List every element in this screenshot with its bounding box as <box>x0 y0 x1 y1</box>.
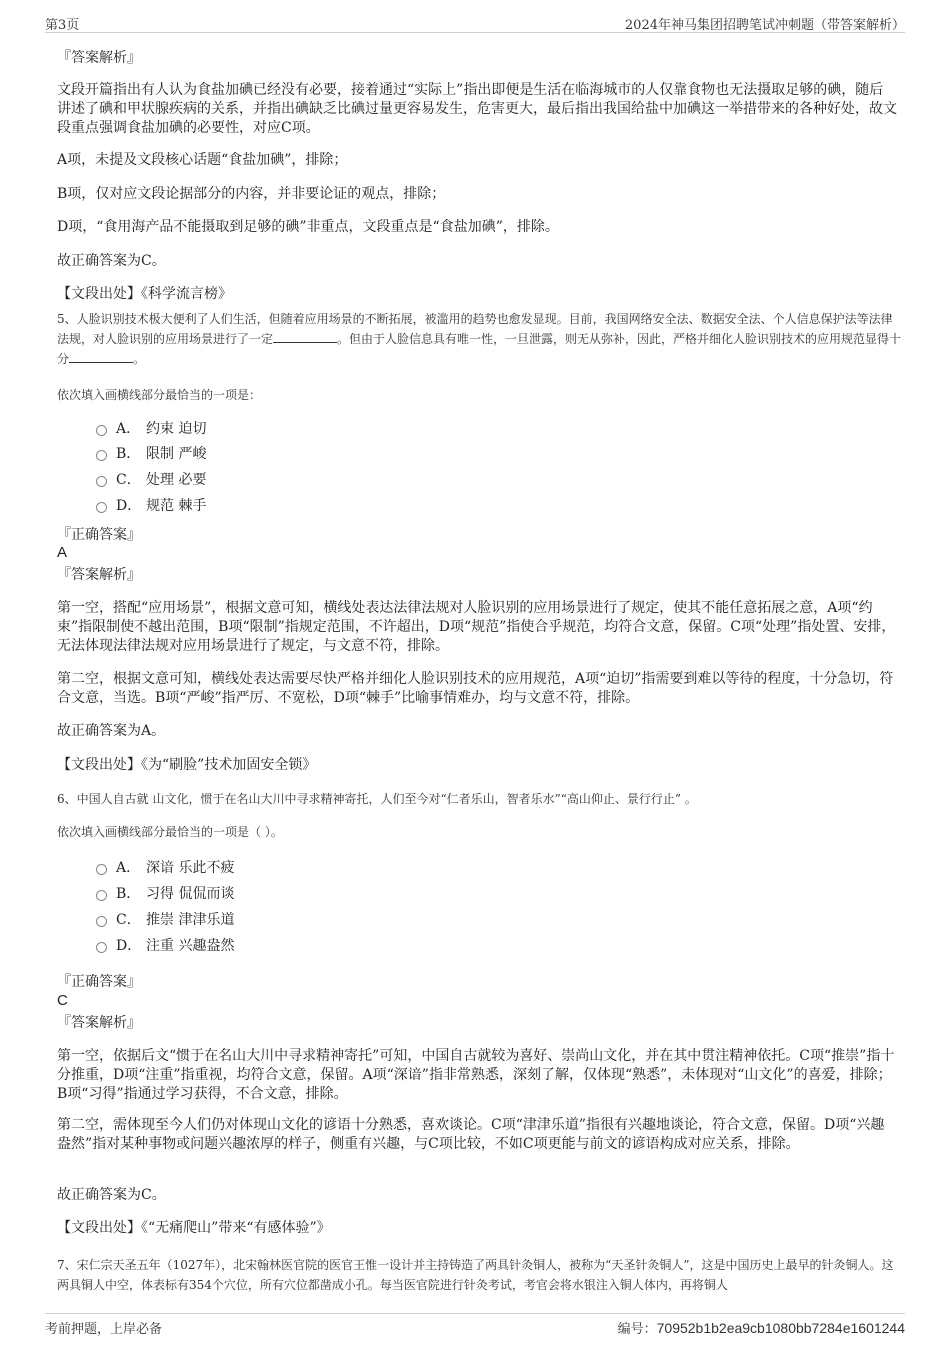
radio-icon[interactable] <box>96 864 107 875</box>
q6-option-b[interactable]: B． 习得 侃侃而谈 <box>96 884 234 904</box>
q5-prompt: 依次填入画横线部分最恰当的一项是： <box>57 388 262 402</box>
q6-analysis-title: 『答案解析』 <box>57 1015 141 1031</box>
q5-answer-title: 『正确答案』 <box>57 527 141 543</box>
document-title: 2024年神马集团招聘笔试冲刺题（带答案解析） <box>624 18 905 33</box>
q5-analysis-p2: 第二空，根据文意可知，横线处表达需要尽快严格并细化人脸识别技术的应用规范，A项“迫切”指需要到难以等待的程度，十分急切，符合文意，当选。B项“严峻”指严厉、不宽松，D项“棘手”比喻事情难办，均与文意不符，排除。 <box>57 671 894 706</box>
q5-option-a[interactable]: A． 约束 迫切 <box>96 419 206 439</box>
q6-stem: 6、中国人自古就 山文化，惯于在名山大川中寻求精神寄托，人们至今对“仁者乐山，智者乐水”“高山仰止、景行行止” 。 <box>57 792 697 806</box>
page-header <box>45 10 905 33</box>
q6-source: 【文段出处】《“无痛爬山”带来“有感体验”》 <box>57 1220 331 1236</box>
q5-blank-1 <box>273 330 337 343</box>
page-footer <box>45 1313 905 1338</box>
q5-answer: A <box>57 544 68 561</box>
q4-analysis-p1: 文段开篇指出有人认为食盐加碘已经没有必要，接着通过“实际上”指出即便是生活在临海城市的人仅靠食物也无法摄取足够的碘，随后讲述了碘和甲状腺疾病的关系，并指出碘缺乏比碘过量更容易发生，危害更大，最后指出我国给盐中加碘这一举措带来的各种好处，故文段重点强调食盐加碘的必要性，对应C项。 <box>57 82 897 136</box>
radio-icon[interactable] <box>96 450 107 461</box>
q6-answer-title: 『正确答案』 <box>57 974 141 990</box>
q4-conclusion: 故正确答案为C。 <box>57 253 166 269</box>
q6-option-c[interactable]: C． 推崇 津津乐道 <box>96 910 234 930</box>
radio-icon[interactable] <box>96 942 107 953</box>
q4-analysis-b: B项，仅对应文段论据部分的内容，并非要论证的观点，排除； <box>57 186 446 202</box>
q6-option-d[interactable]: D． 注重 兴趣盎然 <box>96 936 234 956</box>
q6-option-a[interactable]: A． 深谙 乐此不疲 <box>96 858 234 878</box>
q5-option-c[interactable]: C． 处理 必要 <box>96 470 206 490</box>
radio-icon[interactable] <box>96 425 107 436</box>
q5-analysis-p1: 第一空，搭配“应用场景”，根据文意可知，横线处表达法律法规对人脸识别的应用场景进行了规定，使其不能任意拓展之意，A项“约束”指限制使不越出范围，B项“限制”指规定范围，不许超出，D项“规范”指使合乎规范，均符合文意，保留。C项“处理”指处置、安排，无法体现法律法规对应用场景进行了规定，与文意不符，排除。 <box>57 600 896 654</box>
q5-option-b[interactable]: B． 限制 严峻 <box>96 444 206 464</box>
q6-analysis-p1: 第一空，依据后文“惯于在名山大川中寻求精神寄托”可知，中国自古就较为喜好、崇尚山文化，并在其中贯注精神依托。C项“推崇”指十分推重，D项“注重”指重视，均符合文意，保留。A项“深谙”指非常熟悉，深刻了解，仅体现“熟悉”，未体现对“山文化”的喜爱，排除；B项“习得”指通过学习获得，不合文意，排除。 <box>57 1048 895 1102</box>
q5-blank-2 <box>69 350 133 363</box>
q4-analysis-d: D项，“食用海产品不能摄取到足够的碘”非重点，文段重点是“食盐加碘”，排除。 <box>57 219 559 235</box>
q6-prompt: 依次填入画横线部分最恰当的一项是（ ）。 <box>57 825 283 839</box>
q5-source: 【文段出处】《为“刷脸”技术加固安全锁》 <box>57 757 317 773</box>
q5-option-d[interactable]: D． 规范 棘手 <box>96 496 206 516</box>
radio-icon[interactable] <box>96 502 107 513</box>
page-number: 第3页 <box>45 18 80 33</box>
document-id: 编号：70952b1b2ea9cb1080bb7284e1601244 <box>617 1320 905 1337</box>
q4-source: 【文段出处】《科学流言榜》 <box>57 286 232 302</box>
radio-icon[interactable] <box>96 476 107 487</box>
q5-stem: 5、人脸识别技术极大便利了人们生活，但随着应用场景的不断拓展，被滥用的趋势也愈发显现。目前，我国网络安全法、数据安全法、个人信息保护法等法律法规，对人脸识别的应用场景进行了一定 。但由于人脸信息具有唯一性，一旦泄露，则无从弥补，因此，严格并细化人脸识别技术的应用规范显得十分 。 <box>57 312 902 366</box>
radio-icon[interactable] <box>96 916 107 927</box>
q4-analysis-title: 『答案解析』 <box>57 50 141 66</box>
radio-icon[interactable] <box>96 890 107 901</box>
q6-analysis-p2: 第二空，需体现至今人们仍对体现山文化的谚语十分熟悉，喜欢谈论。C项“津津乐道”指很有兴趣地谈论，符合文意，保留。D项“兴趣盎然”指对某种事物或问题兴趣浓厚的样子，侧重有兴趣，与C项比较，不如C项更能与前文的谚语构成对应关系，排除。 <box>57 1117 885 1152</box>
q7-stem: 7、宋仁宗天圣五年（1027年），北宋翰林医官院的医官王惟一设计并主持铸造了两具针灸铜人，被称为“天圣针灸铜人”，这是中国历史上最早的针灸铜人。这两具铜人中空，体表标有354个穴位，所有穴位都凿成小孔。每当医官院进行针灸考试，考官会将水银注入铜人体内，再将铜人 <box>57 1258 894 1292</box>
q6-conclusion: 故正确答案为C。 <box>57 1187 166 1203</box>
q5-analysis-title: 『答案解析』 <box>57 567 141 583</box>
footer-slogan: 考前押题，上岸必备 <box>45 1322 163 1337</box>
q5-conclusion: 故正确答案为A。 <box>57 723 166 739</box>
q6-answer: C <box>57 992 68 1009</box>
q4-analysis-a: A项，未提及文段核心话题“食盐加碘”，排除； <box>57 152 348 168</box>
